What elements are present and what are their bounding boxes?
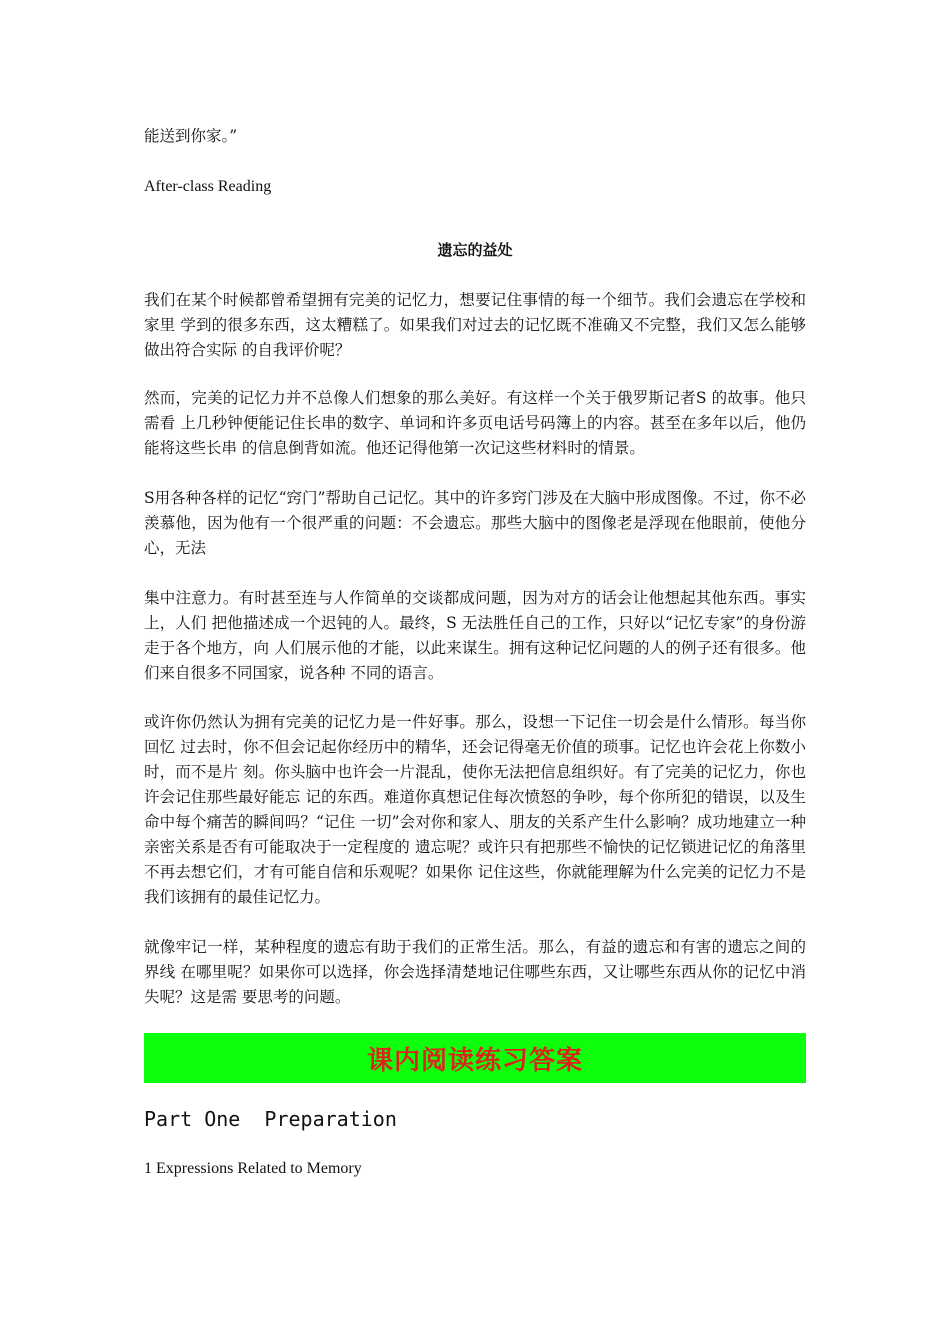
paragraph-4: 集中注意力。有时甚至连与人作简单的交谈都成问题，因为对方的话会让他想起其他东西。事实上，人们 把他描述成一个迟钝的人。最终，S 无法胜任自己的工作，只好以“记忆专家”的身份游走于各个地方，向 人们展示他的才能，以此来谋生。拥有这种记忆问题的人的例子还有很多。他们来自很多不同国家，说各种 不同的语言。 [144,589,806,682]
section-label: After-class Reading [144,178,272,195]
intro-line: 能送到你家。” [144,127,238,145]
answer-banner [144,1033,806,1083]
article-title: 遗忘的益处 [437,241,513,259]
paragraph-2: 然而，完美的记忆力并不总像人们想象的那么美好。有这样一个关于俄罗斯记者S 的故事。他只需看 上几秒钟便能记住长串的数字、单词和许多页电话号码簿上的内容。甚至在多年以后，他仍能将这些长串 的信息倒背如流。他还记得他第一次记这些材料时的情景。 [144,389,806,457]
paragraph-1: 我们在某个时候都曾希望拥有完美的记忆力，想要记住事情的每一个细节。我们会遗忘在学校和家里 学到的很多东西，这太糟糕了。如果我们对过去的记忆既不准确又不完整，我们又怎么能够做出符合实际 的自我评价呢？ [144,291,806,359]
paragraph-3: S用各种各样的记忆“窍门”帮助自己记忆。其中的许多窍门涉及在大脑中形成图像。不过，你不必 羡慕他，因为他有一个很严重的问题：不会遗忘。那些大脑中的图像老是浮现在他眼前，使他分心，无法 [144,489,806,557]
subheading: 1 Expressions Related to Memory [144,1160,362,1177]
paragraph-5: 或许你仍然认为拥有完美的记忆力是一件好事。那么，设想一下记住一切会是什么情形。每当你回忆 过去时，你不但会记起你经历中的精华，还会记得毫无价值的琐事。记忆也许会花上你数小时，而不是片 刻。你头脑中也许会一片混乱，使你无法把信息组织好。有了完美的记忆力，你也许会记住那些最好能忘 记的东西。难道你真想记住每次愤怒的争吵，每个你所犯的错误，以及生命中每个痛苦的瞬间吗？“记住 一切”会对你和家人、朋友的关系产生什么影响？成功地建立一种亲密关系是否有可能取决于一定程度的 遗忘呢？或许只有把那些不愉快的记忆锁进记忆的角落里不再去想它们，才有可能自信和乐观呢？如果你 记住这些，你就能理解为什么完美的记忆力不是我们该拥有的最佳记忆力。 [144,713,806,906]
part-heading: Part One Preparation [144,1107,397,1131]
answer-banner-text: 课内阅读练习答案 [366,1045,583,1076]
paragraph-6: 就像牢记一样，某种程度的遗忘有助于我们的正常生活。那么，有益的遗忘和有害的遗忘之间的界线 在哪里呢？如果你可以选择，你会选择清楚地记住哪些东西，又让哪些东西从你的记忆中消失呢？这是需 要思考的问题。 [144,938,806,1006]
